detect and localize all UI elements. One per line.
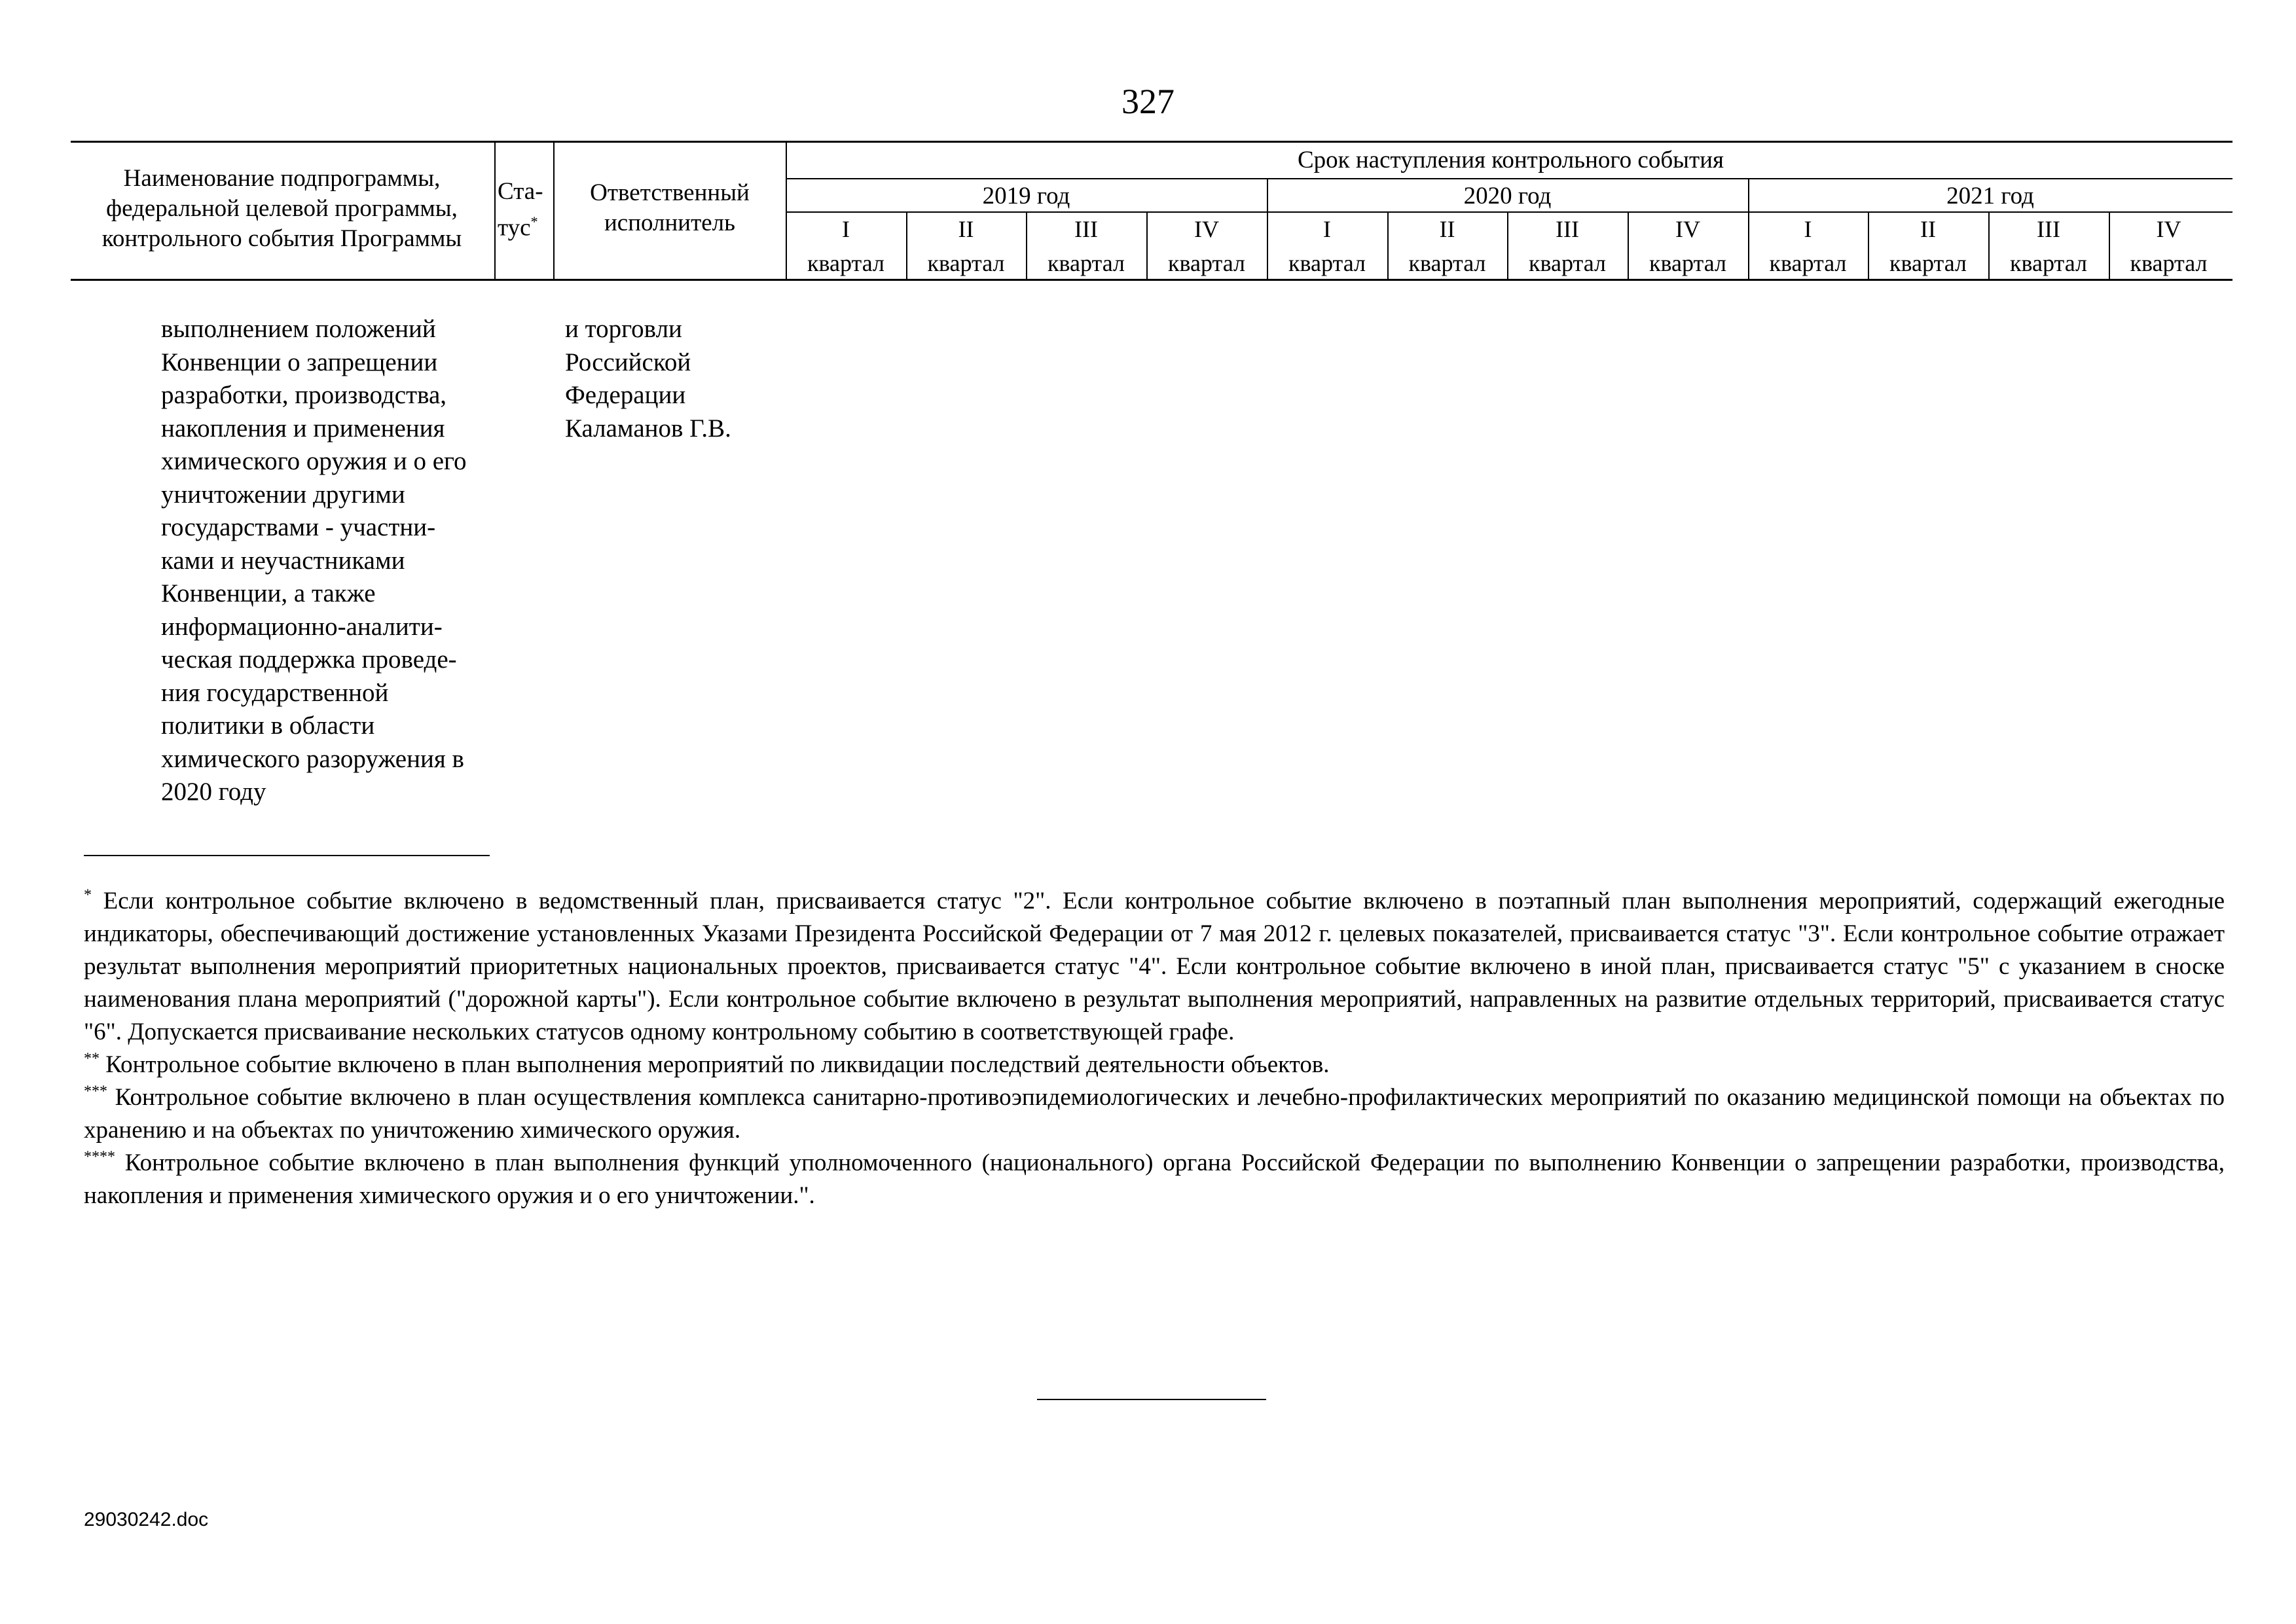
quarter-label: квартал xyxy=(1048,250,1125,276)
executor-line: Российской xyxy=(565,348,691,376)
footnote-text: Если контрольное событие включено в ведомственный план, присваивается статус "2". Если контрольное событие включено в поэтапный план выполнения мероприятий, содержащий ежегодные индикаторы, обеспечивающий достижение установленных Указами Президента Российской Федерации от 7 мая 2012 г. целевых показателей, присваивается статус "3". Если контрольное событие отражает результат выполнения мероприятий приоритетных национальных проектов, присваивается статус "4". Если контрольное событие включено в иной план, присваивается статус "5" с указанием в сноске наименования плана мероприятий ("дорожной карты"). Если контрольное событие включено в результат выполнения мероприятий, направленных на развитие отдельных территорий, присваивается статус "6". Допускается присваивание нескольких статусов одному контрольному событию в соответствующей графе. xyxy=(84,888,2225,1045)
divider xyxy=(1146,211,1148,279)
year-2021: 2021 год xyxy=(1946,183,2034,209)
divider xyxy=(1988,211,1990,279)
quarter-numeral: III xyxy=(1556,216,1579,242)
footnote-mark: *** xyxy=(84,1083,107,1100)
event-name-line: химического оружия и о его xyxy=(161,447,467,475)
quarter-label: квартал xyxy=(927,250,1005,276)
divider xyxy=(1628,211,1629,279)
footnote-mark: ** xyxy=(84,1050,100,1068)
event-name-line: государствами - участни- xyxy=(161,513,436,541)
executor-line: Каламанов Г.В. xyxy=(565,414,731,442)
quarter-numeral: III xyxy=(1074,216,1098,242)
footnote-text: Контрольное событие включено в план осуществления комплекса санитарно-противоэпидемиологических и лечебно-профилактических мероприятий по оказанию медицинской помощи на объектах по хранению и на объектах по уничтожению химического оружия. xyxy=(84,1084,2225,1144)
footnote xyxy=(84,1049,2225,1081)
footnote-mark: * xyxy=(84,886,92,904)
header-deadline: Срок наступления контрольного события xyxy=(1297,147,1724,173)
quarter-label: квартал xyxy=(1889,250,1967,276)
quarter-numeral: IV xyxy=(1194,216,1219,242)
event-name-line: уничтожении другими xyxy=(161,480,405,509)
event-name-line: ческая поддержка проведе- xyxy=(161,645,457,674)
divider xyxy=(1868,211,1869,279)
divider xyxy=(2109,211,2110,279)
quarter-label: квартал xyxy=(1649,250,1726,276)
header-name-column: Наименование подпрограммы, федеральной целевой программы, контрольного события Программы xyxy=(101,165,462,252)
event-name-line: информационно-аналити- xyxy=(161,612,443,641)
header-status-column: Ста-тус* xyxy=(498,178,543,242)
executor-line: и торговли xyxy=(565,315,682,343)
event-name-line: выполнением положений xyxy=(161,315,436,343)
divider xyxy=(494,142,496,279)
divider xyxy=(786,178,2232,179)
quarter-numeral: IV xyxy=(1675,216,1700,242)
event-name-line: ния государственной xyxy=(161,678,389,707)
page-number: 327 xyxy=(1121,82,1175,121)
table-top-rule xyxy=(71,141,2232,143)
footnotes xyxy=(84,885,2225,1212)
quarter-label: квартал xyxy=(2010,250,2087,276)
quarter-label: квартал xyxy=(1168,250,1245,276)
table-header-bottom-rule xyxy=(71,279,2232,281)
divider xyxy=(906,211,907,279)
footnote-rule xyxy=(84,855,490,856)
footnote-mark: **** xyxy=(84,1148,115,1166)
quarter-numeral: I xyxy=(1804,216,1812,242)
executor-cell xyxy=(565,313,781,445)
quarter-label: квартал xyxy=(1408,250,1486,276)
header-executor-column: Ответственный исполнитель xyxy=(590,179,750,236)
divider xyxy=(786,211,2232,213)
quarter-numeral: II xyxy=(958,216,974,242)
quarter-label: квартал xyxy=(1288,250,1366,276)
executor-line: Федерации xyxy=(565,381,686,409)
footnote-text: Контрольное событие включено в план выполнения функций уполномоченного (национального) органа Российской Федерации по выполнению Конвенции о запрещении разработки, производства, накопления и применения химического оружия и о его уничтожении.". xyxy=(84,1149,2225,1209)
end-rule xyxy=(1037,1399,1266,1400)
quarter-numeral: IV xyxy=(2156,216,2181,242)
quarter-numeral: II xyxy=(1920,216,1936,242)
divider xyxy=(1026,211,1027,279)
document-filename: 29030242.doc xyxy=(84,1509,209,1530)
footnote xyxy=(84,1147,2225,1212)
quarter-numeral: III xyxy=(2037,216,2060,242)
event-name-cell xyxy=(161,313,501,809)
footnote xyxy=(84,885,2225,1049)
year-2019: 2019 год xyxy=(982,183,1070,209)
event-name-line: накопления и применения xyxy=(161,414,445,442)
event-name-line: 2020 году xyxy=(161,778,266,806)
quarter-label: квартал xyxy=(807,250,884,276)
event-name-line: Конвенции, а также xyxy=(161,579,376,607)
divider xyxy=(553,142,555,279)
quarter-numeral: I xyxy=(1323,216,1331,242)
year-2020: 2020 год xyxy=(1463,183,1552,209)
quarter-label: квартал xyxy=(1769,250,1847,276)
quarter-numeral: II xyxy=(1439,216,1455,242)
event-name-line: политики в области xyxy=(161,712,375,740)
event-name-line: химического разоружения в xyxy=(161,744,464,773)
event-name-line: Конвенции о запрещении xyxy=(161,348,438,376)
footnote xyxy=(84,1081,2225,1147)
divider xyxy=(1507,211,1508,279)
quarter-label: квартал xyxy=(1529,250,1606,276)
footnote-text: Контрольное событие включено в план выполнения мероприятий по ликвидации последствий деятельности объектов. xyxy=(105,1051,1330,1078)
quarter-label: квартал xyxy=(2130,250,2208,276)
event-name-line: ками и неучастниками xyxy=(161,546,405,575)
quarter-numeral: I xyxy=(842,216,850,242)
divider xyxy=(1387,211,1389,279)
event-name-line: разработки, производства, xyxy=(161,381,447,409)
